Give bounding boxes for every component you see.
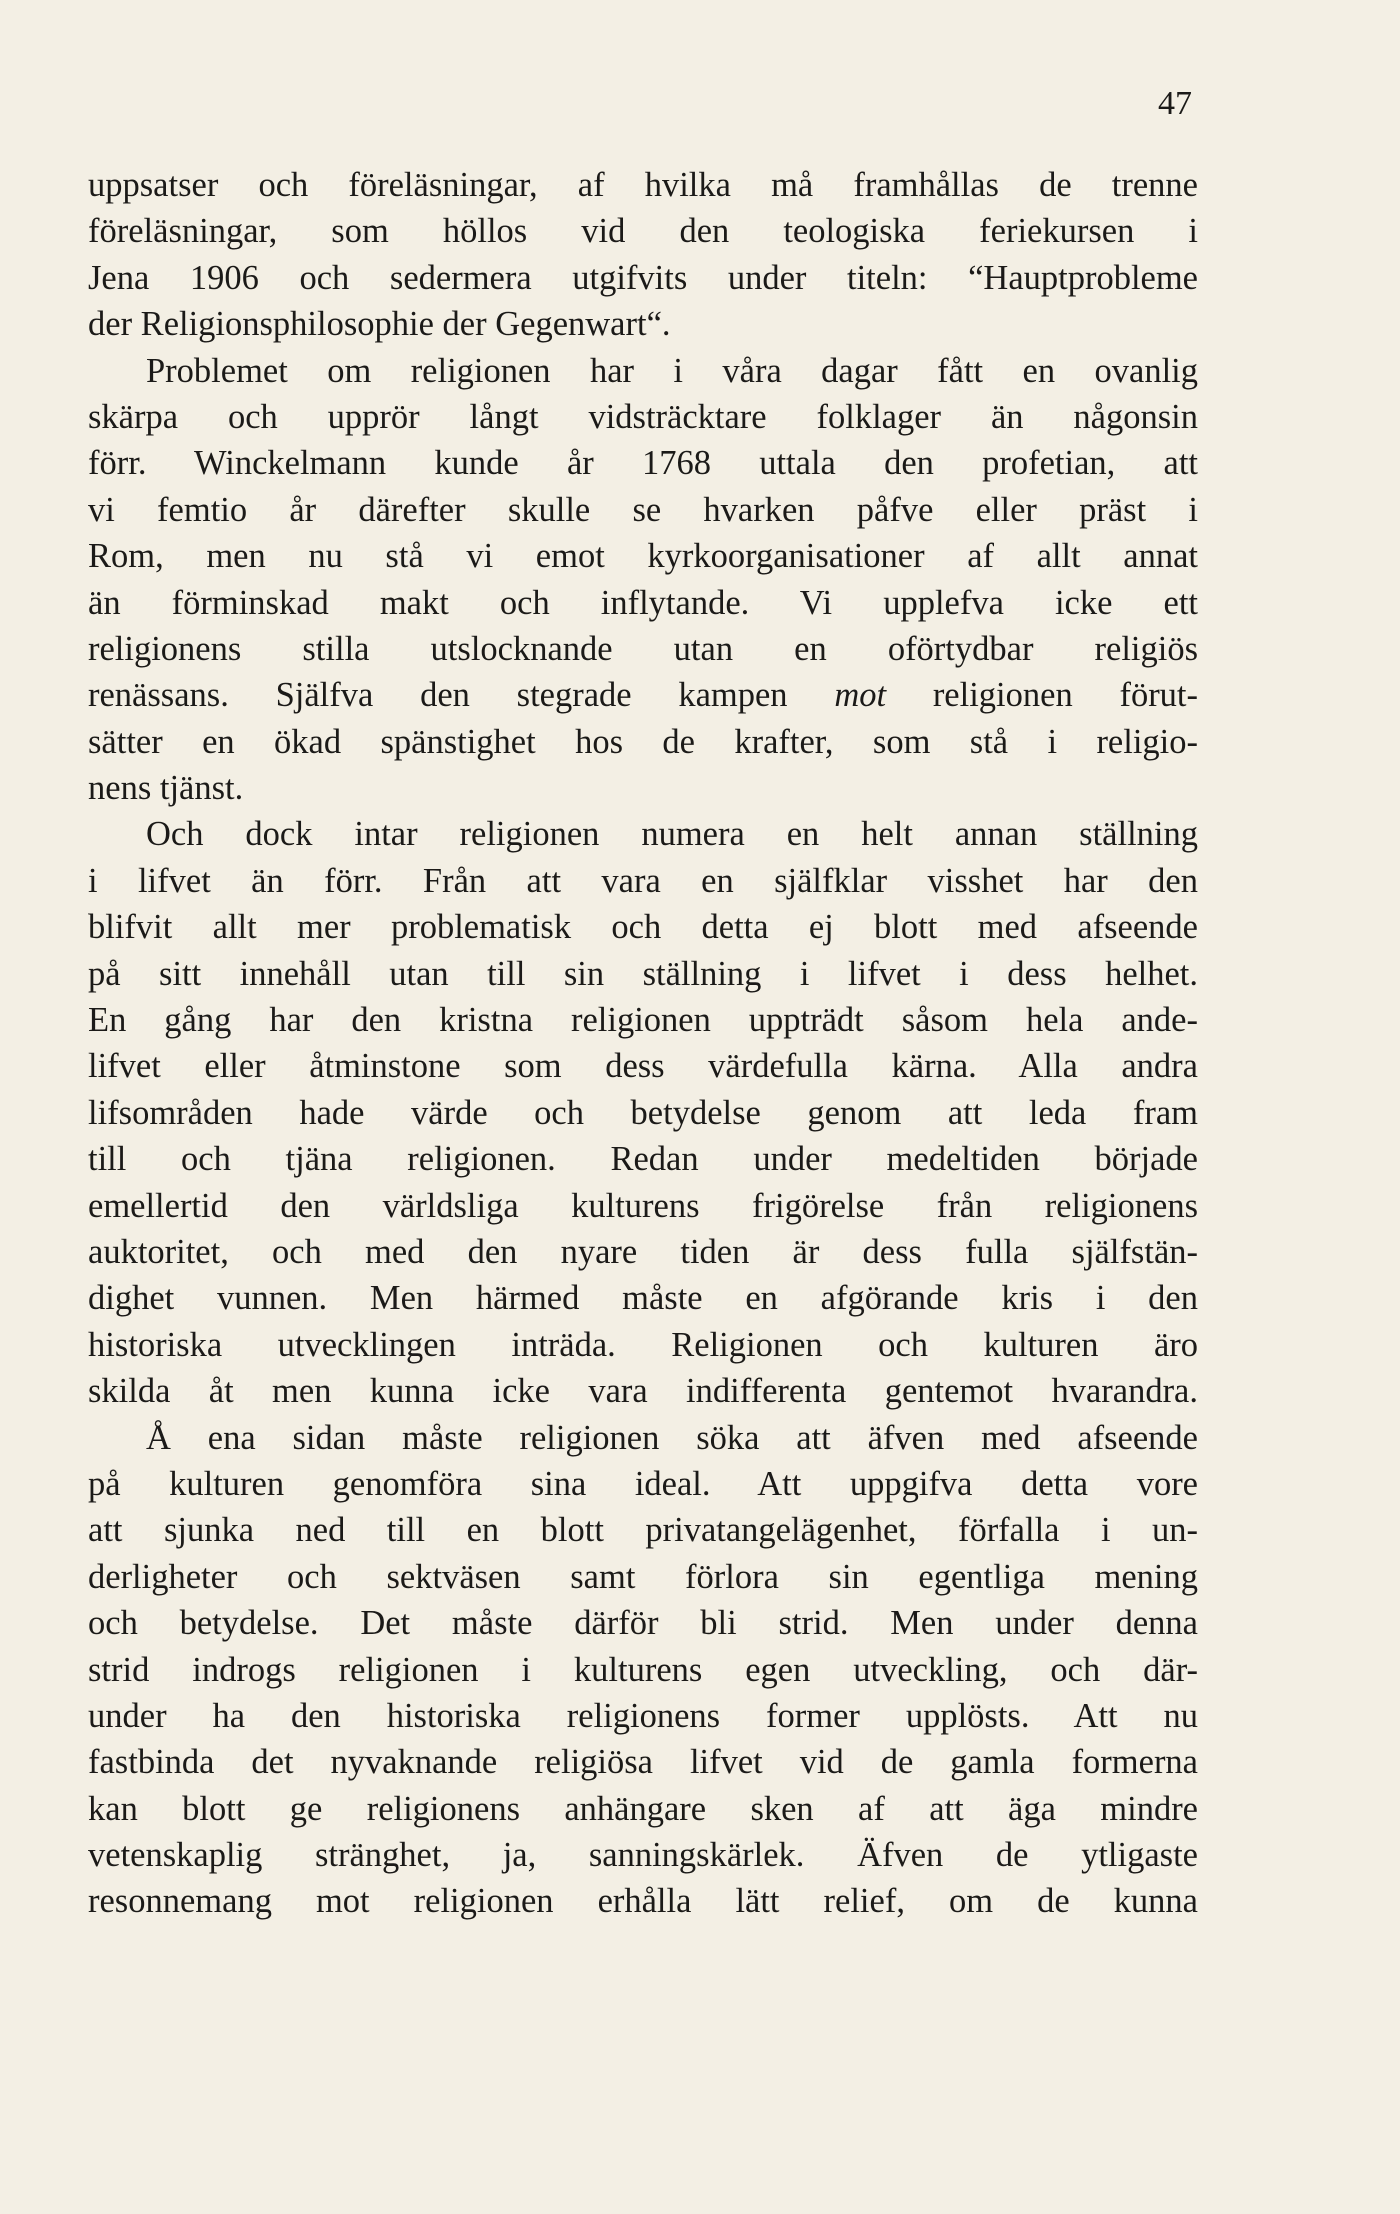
text-line: Rom, men nu stå vi emot kyrkoorganisationer af allt annat	[88, 537, 1198, 576]
text-line: Å ena sidan måste religionen söka att äfven med afseende	[146, 1418, 1198, 1457]
text-line: religionens stilla utslocknande utan en oförtydbar religiös	[88, 629, 1198, 668]
text-line: blifvit allt mer problematisk och detta ej blott med afseende	[88, 908, 1198, 947]
text-line	[88, 672, 1198, 718]
text-line: En gång har den kristna religionen uppträdt såsom hela ande-	[88, 1001, 1198, 1040]
body-text	[88, 162, 1198, 1925]
text-line-segment: renässans. Själfva den stegrade kampen	[88, 676, 835, 715]
text-line: der Religionsphilosophie der Gegenwart“.	[88, 305, 671, 344]
text-line: att sjunka ned till en blott privatangelägenhet, förfalla i un-	[88, 1511, 1198, 1550]
text-line: än förminskad makt och inflytande. Vi upplefva icke ett	[88, 583, 1198, 622]
text-line: och betydelse. Det måste därför bli strid. Men under denna	[88, 1604, 1198, 1643]
text-line: skärpa och upprör långt vidsträcktare folklager än någonsin	[88, 397, 1198, 436]
text-line-segment: religionen förut-	[886, 676, 1199, 715]
text-line: uppsatser och föreläsningar, af hvilka må framhållas de trenne	[88, 166, 1198, 204]
text-line: lifsområden hade värde och betydelse genom att leda fram	[88, 1093, 1198, 1132]
text-line: sätter en ökad spänstighet hos de krafter, som stå i religio-	[88, 722, 1198, 761]
text-line: fastbinda det nyvaknande religiösa lifvet vid de gamla formerna	[88, 1743, 1198, 1782]
text-line: dighet vunnen. Men härmed måste en afgörande kris i den	[88, 1279, 1198, 1318]
text-line: under ha den historiska religionens former upplösts. Att nu	[88, 1696, 1198, 1735]
text-line: på sitt innehåll utan till sin ställning i lifvet i dess helhet.	[88, 954, 1198, 993]
text-line: nens tjänst.	[88, 769, 244, 808]
text-line: förr. Winckelmann kunde år 1768 uttala den profetian, att	[88, 444, 1198, 483]
text-line: resonnemang mot religionen erhålla lätt relief, om de kunna	[88, 1882, 1198, 1921]
text-line: Och dock intar religionen numera en helt annan ställning	[146, 815, 1198, 854]
text-line: i lifvet än förr. Från att vara en själfklar visshet har den	[88, 861, 1198, 900]
text-line: föreläsningar, som höllos vid den teologiska feriekursen i	[88, 212, 1198, 251]
page-number: 47	[1158, 85, 1192, 122]
text-line: på kulturen genomföra sina ideal. Att uppgifva detta vore	[88, 1464, 1198, 1503]
text-line: vetenskaplig stränghet, ja, sanningskärlek. Äfven de ytligaste	[88, 1836, 1198, 1875]
text-line: emellertid den världsliga kulturens frigörelse från religionens	[88, 1186, 1198, 1225]
text-line: vi femtio år därefter skulle se hvarken påfve eller präst i	[88, 490, 1198, 529]
text-line: skilda åt men kunna icke vara indifferenta gentemot hvarandra.	[88, 1372, 1198, 1411]
text-line: auktoritet, och med den nyare tiden är dess fulla själfstän-	[88, 1232, 1198, 1271]
text-line: Jena 1906 och sedermera utgifvits under titeln: “Hauptprobleme	[88, 258, 1198, 297]
italic-word: mot	[834, 676, 887, 715]
text-line: strid indrogs religionen i kulturens egen utveckling, och där-	[88, 1650, 1198, 1689]
text-line: historiska utvecklingen inträda. Religionen och kulturen äro	[88, 1325, 1198, 1364]
text-line: lifvet eller åtminstone som dess värdefulla kärna. Alla andra	[88, 1047, 1198, 1086]
text-line: derligheter och sektväsen samt förlora sin egentliga mening	[88, 1557, 1198, 1596]
text-line: kan blott ge religionens anhängare sken af att äga mindre	[88, 1789, 1198, 1828]
text-line: till och tjäna religionen. Redan under medeltiden började	[88, 1140, 1198, 1179]
text-line: Problemet om religionen har i våra dagar fått en ovanlig	[146, 351, 1198, 390]
